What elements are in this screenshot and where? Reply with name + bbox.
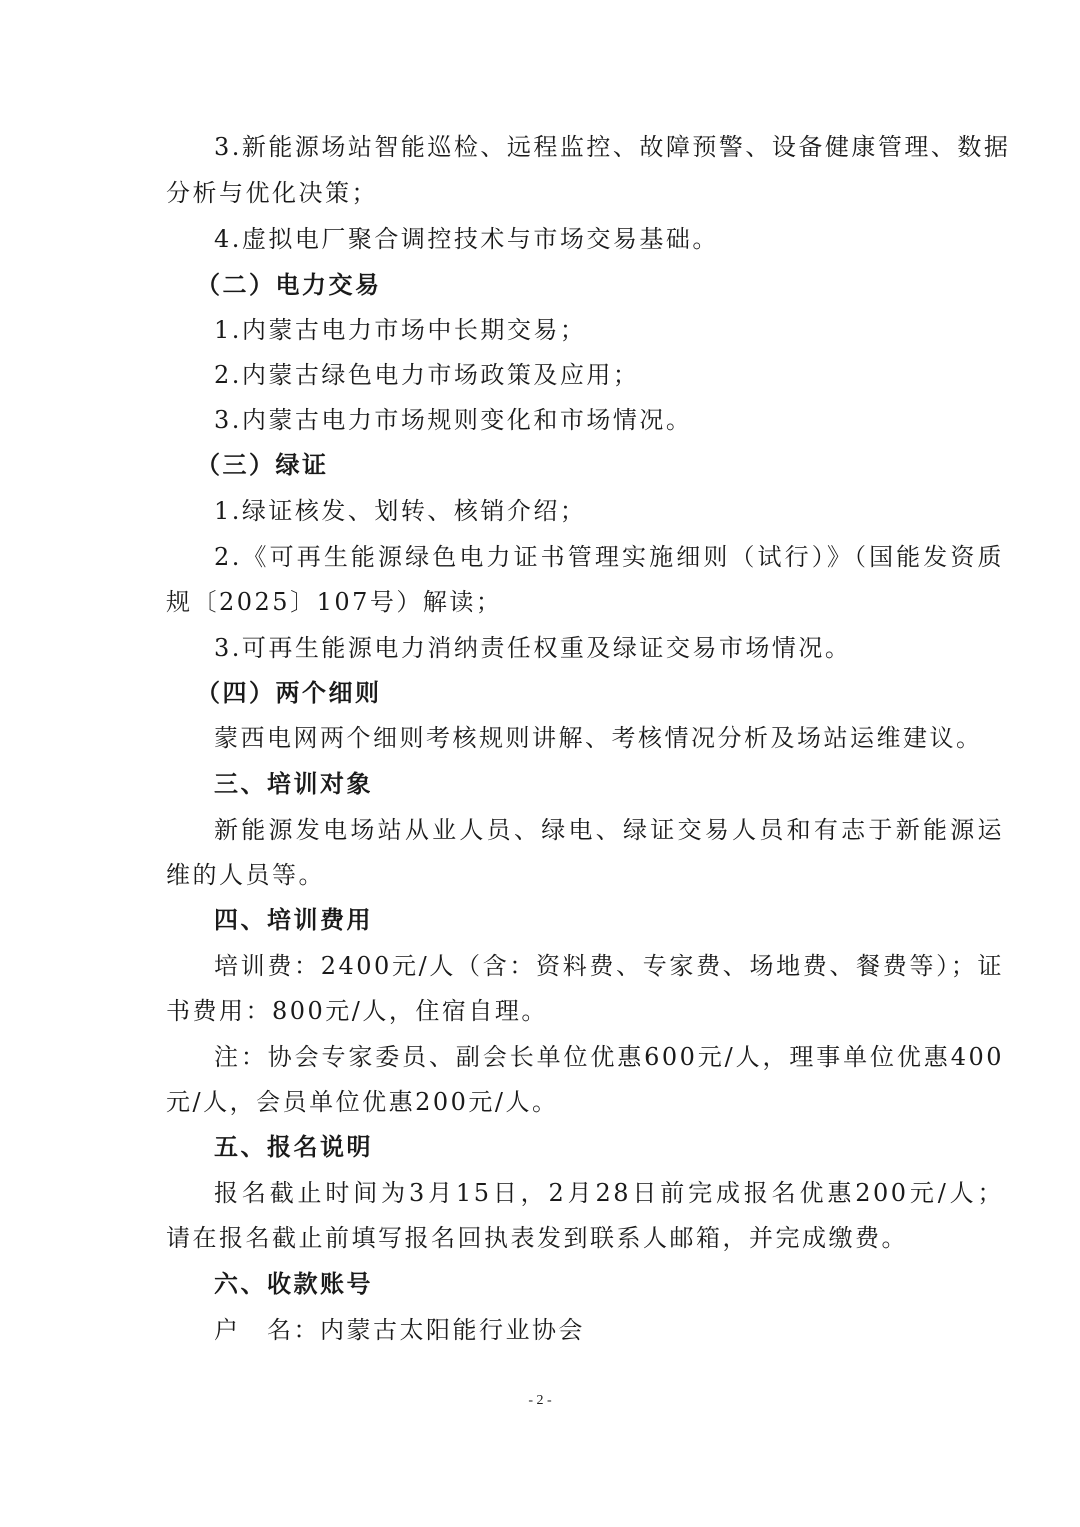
section-heading: （四）两个细则 — [196, 678, 382, 707]
body-line: 请在报名截止前填写报名回执表发到联系人邮箱，并完成缴费。 — [166, 1224, 908, 1252]
body-line: 3.可再生能源电力消纳责任权重及绿证交易市场情况。 — [214, 634, 852, 662]
body-line: 1.内蒙古电力市场中长期交易； — [214, 316, 587, 344]
body-line: 蒙西电网两个细则考核规则讲解、考核情况分析及场站运维建议。 — [214, 724, 983, 752]
body-line: 3.新能源场站智能巡检、远程监控、故障预警、设备健康管理、数据 — [214, 133, 1011, 161]
body-line: 户 名：内蒙古太阳能行业协会 — [214, 1316, 585, 1344]
section-heading: 四、培训费用 — [214, 905, 373, 934]
body-line: 报名截止时间为3月15日，2月28日前完成报名优惠200元/人； — [214, 1179, 1004, 1207]
body-line: 3.内蒙古电力市场规则变化和市场情况。 — [214, 406, 693, 434]
body-line: 1.绿证核发、划转、核销介绍； — [214, 497, 587, 525]
body-line: 维的人员等。 — [166, 861, 325, 889]
section-heading: （二）电力交易 — [196, 270, 382, 299]
body-line: 元/人，会员单位优惠200元/人。 — [166, 1088, 559, 1116]
body-line: 2.内蒙古绿色电力市场政策及应用； — [214, 361, 640, 389]
page-number: - 2 - — [528, 1393, 552, 1408]
body-line: 规〔2025〕107号）解读； — [166, 588, 503, 616]
section-heading: （三）绿证 — [196, 450, 329, 479]
section-heading: 三、培训对象 — [214, 769, 373, 798]
body-line: 分析与优化决策； — [166, 179, 378, 207]
section-heading: 五、报名说明 — [214, 1132, 373, 1161]
body-line: 培训费：2400元/人（含：资料费、专家费、场地费、餐费等）；证 — [214, 952, 1004, 980]
body-line: 4.虚拟电厂聚合调控技术与市场交易基础。 — [214, 225, 719, 253]
section-heading: 六、收款账号 — [214, 1269, 373, 1298]
body-line: 书费用：800元/人，住宿自理。 — [166, 997, 548, 1025]
body-line: 注：协会专家委员、副会长单位优惠600元/人，理事单位优惠400 — [214, 1043, 1004, 1071]
body-line: 2.《可再生能源绿色电力证书管理实施细则（试行）》（国能发资质 — [214, 543, 1004, 571]
body-line: 新能源发电场站从业人员、绿电、绿证交易人员和有志于新能源运 — [214, 816, 1004, 844]
